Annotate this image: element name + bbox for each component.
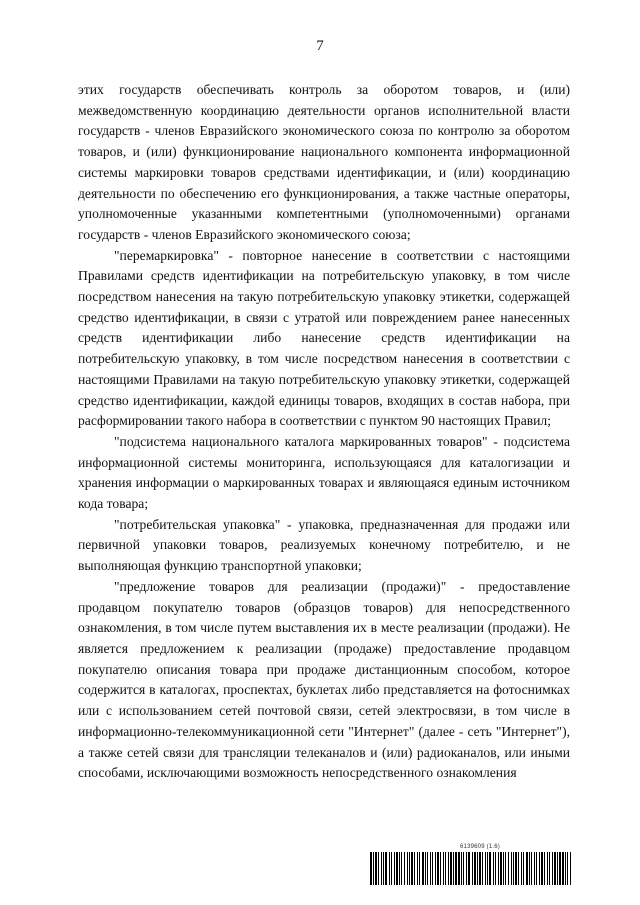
barcode-bar [552, 852, 553, 885]
paragraph-continuation: этих государств обеспечивать контроль за оборотом товаров, и (или) межведомственную координацию деятельности органов исполнительной власти государств - членов Евразийского экономического союза по контролю за оборотом товаров, и (или) функционирование национального компонента информационной системы маркировки товаров средствами идентификации, и (или) координацию деятельности по обеспечению его функционирования, а также частные операторы, уполномоченные указанными компетентными (уполномоченными) органами государств - членов Евразийского экономического союза; [78, 82, 570, 242]
barcode-bar [450, 852, 452, 885]
paragraph-definition-consumer-packaging: "потребительская упаковка" - упаковка, предназначенная для продажи или первичной упаковки товаров, реализуемых конечному потребителю, и не выполняющая функцию транспортной упаковки; [78, 516, 570, 574]
barcode-bar [570, 852, 571, 885]
barcode-bar [562, 852, 564, 885]
barcode-bar [554, 852, 556, 885]
barcode-bar [518, 852, 519, 885]
barcode-bar [373, 852, 374, 885]
barcode-bar [559, 852, 561, 885]
barcode-bar [565, 852, 566, 885]
barcode-bar [411, 852, 413, 885]
barcode-bar [539, 852, 540, 885]
barcode-bar [508, 852, 509, 885]
barcode-bar [523, 852, 524, 885]
barcode-bar [383, 852, 384, 885]
barcode-bar [414, 852, 415, 885]
barcode-bar [485, 852, 486, 885]
document-body [78, 80, 570, 784]
barcode-bar [396, 852, 398, 885]
paragraph-definition-remarking: "перемаркировка" - повторное нанесение в соответствии с настоящими Правилами средств идентификации на потребительскую упаковку, в том числе посредством нанесения на такую потребительскую упаковку этикетки, содержащей средство идентификации, в связи с утратой или повреждением ранее нанесенных средств идентификации либо нанесение средств идентификации на потребительскую упаковку, в том числе посредством нанесения в соответствии с настоящими Правилами на такую потребительскую упаковку этикетки, содержащей средство идентификации, каждой единицы товаров, входящих в состав набора, при расформировании такого набора в соответствии с пунктом 90 настоящих Правил; [78, 247, 570, 429]
barcode-bar [466, 852, 467, 885]
barcode-bar [541, 852, 543, 885]
barcode-bar [474, 852, 476, 885]
barcode-bar [547, 852, 548, 885]
barcode-bar [557, 852, 558, 885]
barcode-bar [435, 852, 436, 885]
barcode-bar [453, 852, 454, 885]
barcode-bar [505, 852, 506, 885]
barcode-bar [381, 852, 382, 885]
barcode-bar [445, 852, 446, 885]
barcode-bar [536, 852, 537, 885]
barcode-bar [482, 852, 483, 885]
barcode-bar [489, 852, 491, 885]
barcode-bar [500, 852, 502, 885]
barcode-bar [399, 852, 400, 885]
barcode-bar [472, 852, 473, 885]
barcode-bar [544, 852, 545, 885]
barcode-bar [458, 852, 460, 885]
barcode-bar [394, 852, 395, 885]
barcode-bar [419, 852, 420, 885]
barcode-image [370, 852, 572, 885]
barcode-bar [487, 852, 488, 885]
barcode-bar [503, 852, 504, 885]
barcode-bar [515, 852, 517, 885]
barcode-bar [495, 852, 496, 885]
document-code: 6139609 (1.6) [460, 844, 500, 850]
page-number: 7 [316, 38, 324, 54]
barcode-bar [498, 852, 499, 885]
barcode-bar [463, 852, 464, 885]
barcode-bar [531, 852, 532, 885]
barcode-bar [513, 852, 514, 885]
barcode-bar [375, 852, 377, 885]
barcode-bar [427, 852, 428, 885]
barcode-bar [461, 852, 462, 885]
barcode-bar [407, 852, 408, 885]
barcode-bar [493, 852, 494, 885]
barcode-bar [422, 852, 424, 885]
barcode-bar [511, 852, 512, 885]
barcode-bar [409, 852, 410, 885]
barcode-bar [430, 852, 431, 885]
barcode-bar [425, 852, 426, 885]
barcode-bar [401, 852, 402, 885]
barcode-bar [526, 852, 528, 885]
barcode-bar [437, 852, 439, 885]
barcode-bar [521, 852, 522, 885]
barcode-bar [440, 852, 441, 885]
barcode-bar [549, 852, 550, 885]
paragraph-definition-catalog-subsystem: "подсистема национального каталога маркированных товаров" - подсистема информационной системы мониторинга, использующаяся для каталогизации и хранения информации о маркированных товарах и являющаяся единым источником кода товара; [78, 433, 570, 512]
barcode-bar [529, 852, 530, 885]
barcode-bar [391, 852, 392, 885]
barcode-bar [448, 852, 449, 885]
barcode-bar [534, 852, 535, 885]
barcode-bar [370, 852, 372, 885]
barcode-bar [378, 852, 379, 885]
barcode-bar [455, 852, 457, 885]
barcode-bar [477, 852, 478, 885]
barcode-bar [443, 852, 444, 885]
barcode-bar [417, 852, 418, 885]
barcode-bar [479, 852, 481, 885]
barcode-bar [432, 852, 433, 885]
barcode-bar [468, 852, 470, 885]
barcode-bar [389, 852, 390, 885]
barcode-bar [385, 852, 387, 885]
paragraph-definition-goods-offer: "предложение товаров для реализации (продажи)" - предоставление продавцом покупателю товаров (образцов товаров) для непосредственного ознакомления, в том числе путем выставления их в месте реализации (продажи). Не является предложением к реализации (продаже) предоставление продавцом покупателю описания товара при продаже дистанционным способом, которое содержится в каталогах, проспектах, буклетах либо представляется на фотоснимках или с использованием сетей почтовой связи, сетей электросвязи, в том числе в информационно-телекоммуникационной сети "Интернет" (далее - сеть "Интернет"), а также сетей связи для трансляции телеканалов и (или) радиоканалов, или иными способами, исключающими возможность непосредственного ознакомления [78, 578, 570, 781]
barcode-bar [567, 852, 568, 885]
barcode-bar [404, 852, 405, 885]
